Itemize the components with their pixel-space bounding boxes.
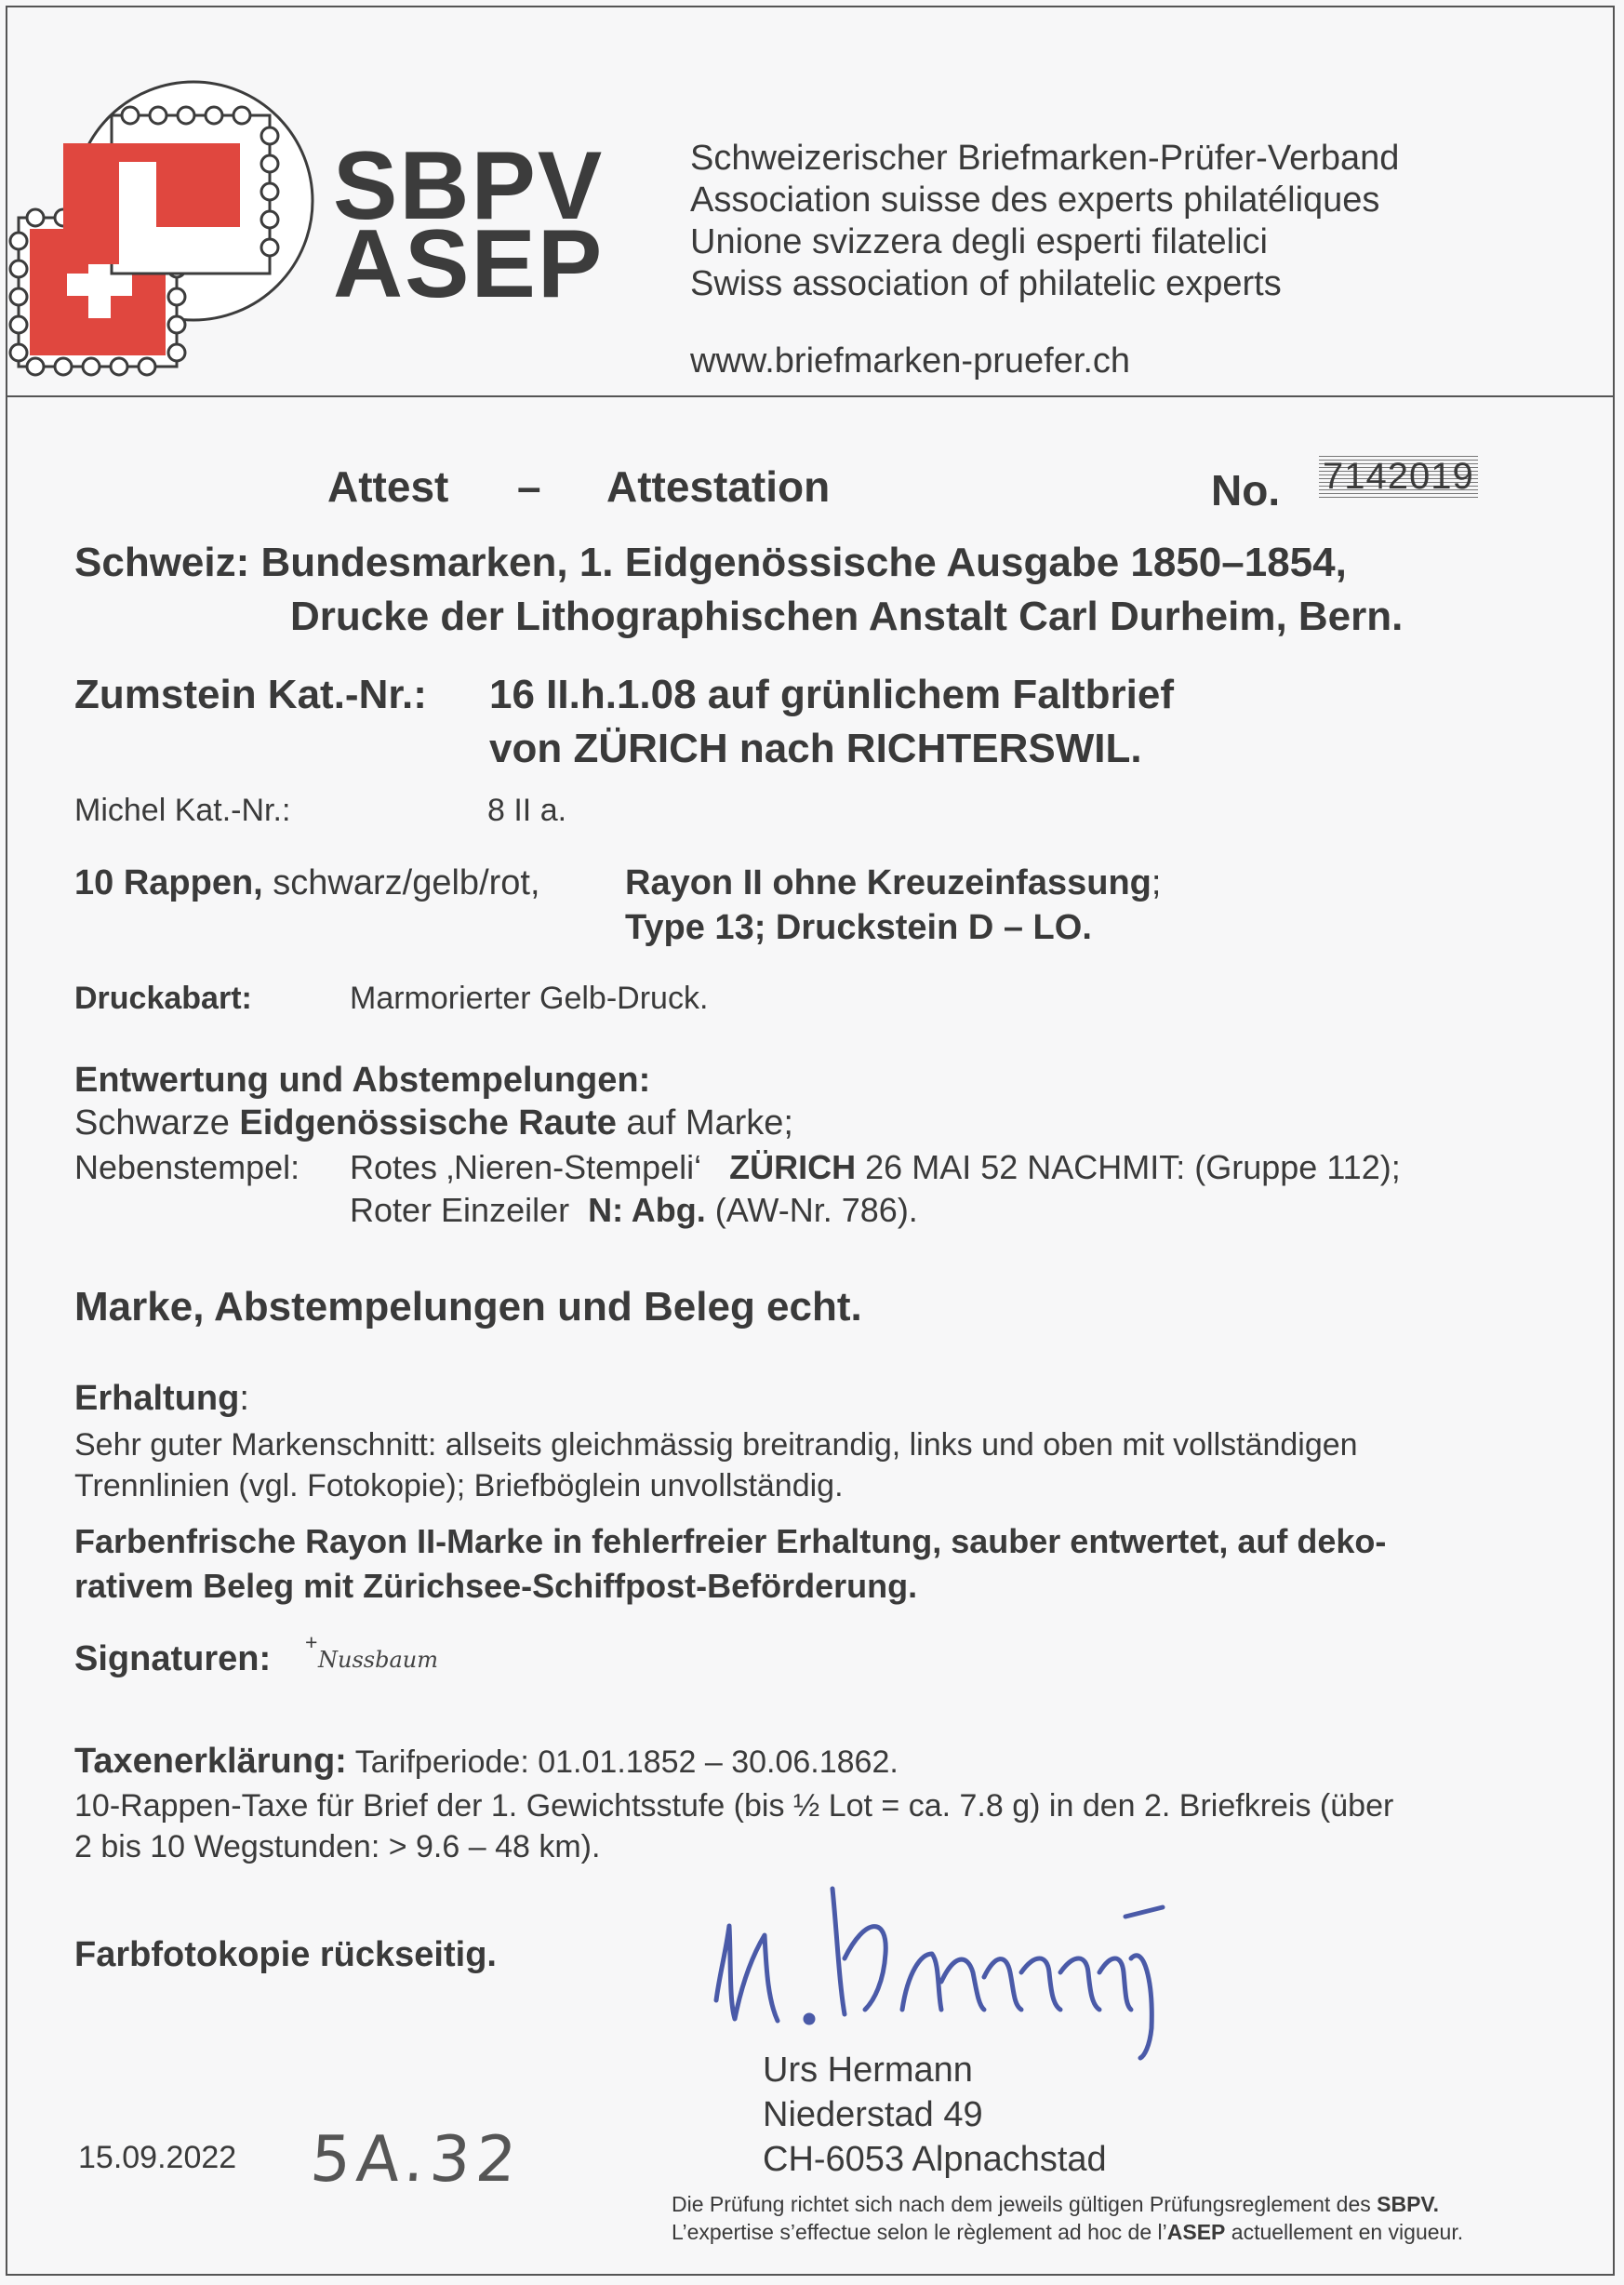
cancellation-line3	[350, 1191, 918, 1230]
condition-heading-text: Erhaltung	[74, 1379, 240, 1418]
condition-heading-colon: :	[239, 1379, 249, 1418]
expert-name: Urs Hermann	[763, 2051, 973, 2090]
org-name-fr: Association suisse des experts philatéliques	[690, 180, 1380, 220]
sbpv-stamp-logo-icon	[7, 78, 324, 385]
stamp-value: 10 Rappen,	[74, 863, 263, 902]
header-divider	[6, 395, 1615, 397]
subject-line2: Drucke der Lithographischen Anstalt Carl Durheim, Bern.	[290, 594, 1404, 639]
stamp-rayon-text: Rayon II ohne Kreuzeinfassung	[625, 863, 1151, 902]
signature-mark: +	[305, 1630, 318, 1654]
footer-de	[672, 2192, 1439, 2217]
stamp-rayon	[625, 863, 1161, 903]
druckabart-label: Druckabart:	[74, 981, 252, 1016]
expert-signature-text: U. Hermann	[688, 1861, 694, 1862]
cancellation-line1-pre: Schwarze	[74, 1103, 240, 1142]
logo-asep: ASEP	[333, 210, 605, 318]
stamp-colors: schwarz/gelb/rot,	[273, 863, 540, 902]
tax-line1	[74, 1742, 899, 1782]
neben-pre: Rotes ‚Nieren-Stempeli‘	[350, 1148, 702, 1186]
expert-signature-icon	[688, 1861, 1246, 2065]
stamp-description	[74, 863, 540, 903]
neben-bold: ZÜRICH	[729, 1148, 857, 1186]
handwritten-code: 5A.32	[308, 2123, 525, 2197]
verdict: Marke, Abstempelungen und Beleg echt.	[74, 1284, 862, 1330]
cancellation-line1	[74, 1103, 793, 1143]
neben-value	[350, 1148, 1401, 1187]
condition-bold-line2: rativem Beleg mit Zürichsee-Schiffpost-Beförderung.	[74, 1567, 918, 1605]
signature-nussbaum: Nussbaum	[318, 1647, 438, 1673]
michel-label: Michel Kat.-Nr.:	[74, 793, 291, 828]
tax-period: Tarifperiode: 01.01.1852 – 30.06.1862.	[354, 1744, 899, 1780]
org-name-it: Unione svizzera degli esperti filatelici	[690, 222, 1268, 261]
footer-fr	[672, 2220, 1463, 2245]
line3-pre: Roter Einzeiler	[350, 1191, 570, 1229]
footer-fr-pre: L’expertise s’effectue selon le règlement ad hoc de l’	[672, 2220, 1167, 2244]
expert-city: CH-6053 Alpnachstad	[763, 2140, 1107, 2179]
footer-de-bold: SBPV.	[1377, 2192, 1440, 2216]
condition-text-line1: Sehr guter Markenschnitt: allseits gleichmässig breitrandig, links und oben mit vollständigen	[74, 1427, 1358, 1463]
certificate-number: 7142019	[1319, 456, 1478, 498]
line3-post: (AW-Nr. 786).	[714, 1191, 918, 1229]
cancellation-heading: Entwertung und Abstempelungen:	[74, 1061, 651, 1100]
footer-de-pre: Die Prüfung richtet sich nach dem jeweils gültigen Prüfungsreglement des	[672, 2192, 1378, 2216]
title-attestation: Attestation	[606, 462, 831, 511]
logo-sbpv: SBPV	[333, 132, 605, 240]
subject-line1: Schweiz: Bundesmarken, 1. Eidgenössische Ausgabe 1850–1854,	[74, 540, 1347, 585]
signatures-label: Signaturen:	[74, 1639, 272, 1678]
tax-line3: 2 bis 10 Wegstunden: > 9.6 – 48 km).	[74, 1829, 601, 1864]
zumstein-label: Zumstein Kat.-Nr.:	[74, 672, 427, 717]
title-attest: Attest	[327, 462, 449, 511]
footer-fr-bold: ASEP	[1166, 2220, 1226, 2244]
zumstein-value-line1: 16 II.h.1.08 auf grünlichem Faltbrief	[489, 672, 1174, 717]
title-dash: –	[517, 462, 541, 511]
issue-date: 15.09.2022	[78, 2140, 237, 2175]
org-name-de: Schweizerischer Briefmarken-Prüfer-Verband	[690, 139, 1400, 178]
cancellation-line1-bold: Eidgenössische Raute	[239, 1103, 617, 1142]
condition-bold-line1: Farbenfrische Rayon II-Marke in fehlerfreier Erhaltung, sauber entwertet, auf deko-	[74, 1522, 1387, 1560]
condition-heading	[74, 1379, 249, 1419]
line3-bold: N: Abg.	[588, 1191, 706, 1229]
tax-line2: 10-Rappen-Taxe für Brief der 1. Gewichtsstufe (bis ½ Lot = ca. 7.8 g) in den 2. Briefkreis (über	[74, 1788, 1394, 1824]
neben-label: Nebenstempel:	[74, 1148, 300, 1186]
website-link[interactable]: www.briefmarken-pruefer.ch	[690, 341, 1131, 381]
certificate-no-label: No.	[1211, 466, 1281, 514]
neben-post: 26 MAI 52 NACHMIT: (Gruppe 112);	[865, 1148, 1401, 1186]
stamp-type: Type 13; Druckstein D – LO.	[625, 908, 1092, 947]
druckabart-value: Marmorierter Gelb-Druck.	[350, 981, 709, 1016]
cancellation-line1-post: auf Marke;	[616, 1103, 793, 1142]
condition-text-line2: Trennlinien (vgl. Fotokopie); Briefböglein unvollständig.	[74, 1468, 844, 1503]
org-name-en: Swiss association of philatelic experts	[690, 264, 1282, 303]
zumstein-value-line2: von ZÜRICH nach RICHTERSWIL.	[489, 726, 1142, 771]
tax-label: Taxenerklärung:	[74, 1742, 347, 1781]
stamp-rayon-suffix: ;	[1151, 863, 1162, 902]
michel-value: 8 II a.	[487, 793, 567, 828]
expert-street: Niederstad 49	[763, 2095, 983, 2134]
photocopy-note: Farbfotokopie rückseitig.	[74, 1935, 497, 1974]
footer-fr-post: actuellement en vigueur.	[1225, 2220, 1464, 2244]
